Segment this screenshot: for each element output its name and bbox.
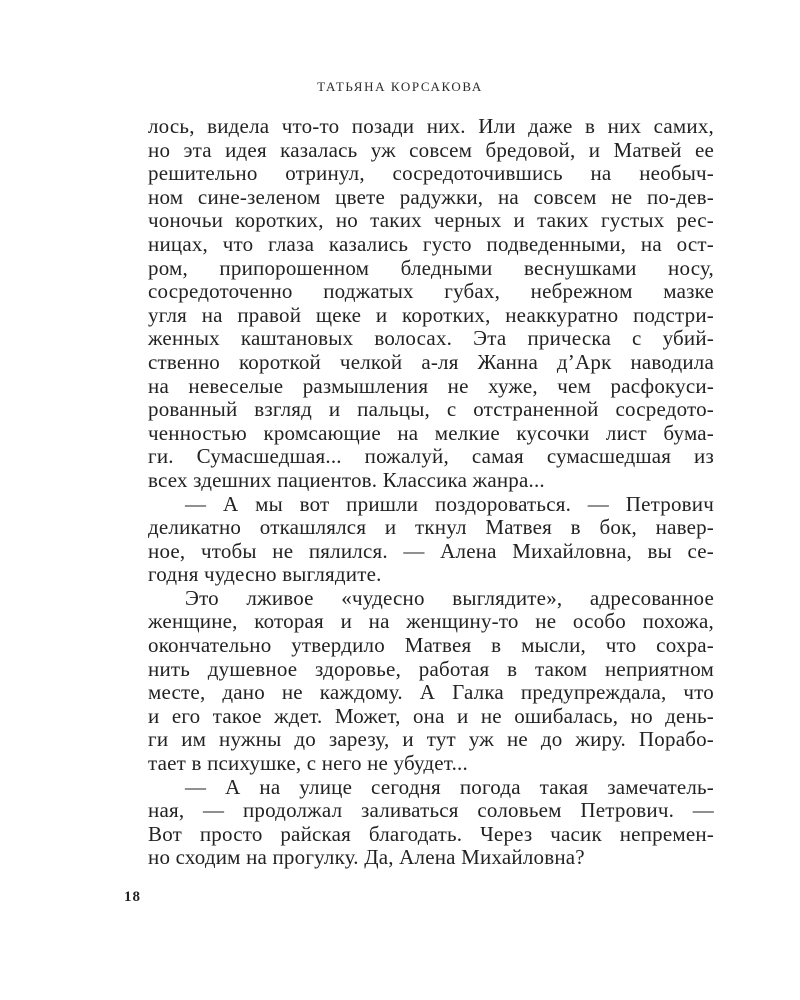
text-line: ги. Сумасшедшая... пожалуй, самая сумасшедшая из: [148, 444, 714, 469]
text-line: ном сине-зеленом цвете радужки, на совсем не по-дев-: [148, 184, 714, 209]
text-line: рованный взгляд и пальцы, с отстраненной сосредото-: [148, 397, 714, 422]
text-line: Это лживое «чудесно выглядите», адресованное: [185, 585, 714, 610]
text-line: но эта идея казалась уж совсем бредовой, и Матвей ее: [148, 137, 714, 162]
text-line: — А мы вот пришли поздороваться. — Петрович: [185, 491, 714, 516]
text-line: женщине, которая и на женщину-то не особо похожа,: [148, 609, 714, 634]
body-text: [148, 115, 714, 870]
text-line: ственно короткой челкой а-ля Жанна д’Арк наводила: [148, 349, 714, 374]
text-line: ченностью кромсающие на мелкие кусочки лист бума-: [148, 420, 714, 445]
text-line: угля на правой щеке и коротких, неаккуратно подстри-: [148, 302, 714, 327]
text-line: годня чудесно выглядите.: [148, 562, 382, 587]
text-line: месте, дано не каждому. А Галка предупреждала, что: [148, 680, 714, 705]
text-line: ги им нужны до зарезу, и тут уж не до жиру. Порабо-: [148, 727, 714, 752]
text-line: ная, — продолжал заливаться соловьем Петрович. —: [148, 798, 714, 823]
text-line: деликатно откашлялся и ткнул Матвея в бок, навер-: [148, 515, 714, 540]
text-line: сосредоточенно поджатых губах, небрежном мазке: [148, 279, 714, 304]
text-line: нить душевное здоровье, работая в таком неприятном: [148, 656, 714, 681]
text-line: лось, видела что-то позади них. Или даже в них самих,: [148, 114, 714, 138]
text-line: ное, чтобы не пялился. — Алена Михайловна, вы се-: [148, 538, 714, 563]
text-line: всех здешних пациентов. Классика жанра...: [148, 467, 545, 492]
text-line: но сходим на прогулку. Да, Алена Михайловна?: [148, 845, 585, 870]
text-line: и его такое ждет. Может, она и не ошибалась, но день-: [148, 703, 714, 728]
page-number: 18: [124, 889, 141, 905]
text-line: Вот просто райская благодать. Через часик непремен-: [148, 821, 714, 846]
text-line: тает в психушке, с него не убудет...: [148, 751, 468, 776]
text-line: на невеселые размышления не хуже, чем расфокуси-: [148, 373, 714, 398]
text-line: ницах, что глаза казались густо подведенными, на ост-: [148, 231, 714, 256]
text-line: решительно отринул, сосредоточившись на необыч-: [148, 161, 714, 186]
running-head: ТАТЬЯНА КОРСАКОВА: [317, 79, 483, 94]
text-line: чоночьи коротких, но таких черных и таких густых рес-: [148, 208, 714, 233]
text-line: женных каштановых волосах. Эта прическа с убий-: [148, 326, 714, 351]
text-line: ром, припорошенном бледными веснушками носу,: [148, 255, 714, 280]
text-line: окончательно утвердило Матвея в мысли, что сохра-: [148, 633, 714, 658]
text-line: — А на улице сегодня погода такая замечатель-: [185, 774, 714, 799]
